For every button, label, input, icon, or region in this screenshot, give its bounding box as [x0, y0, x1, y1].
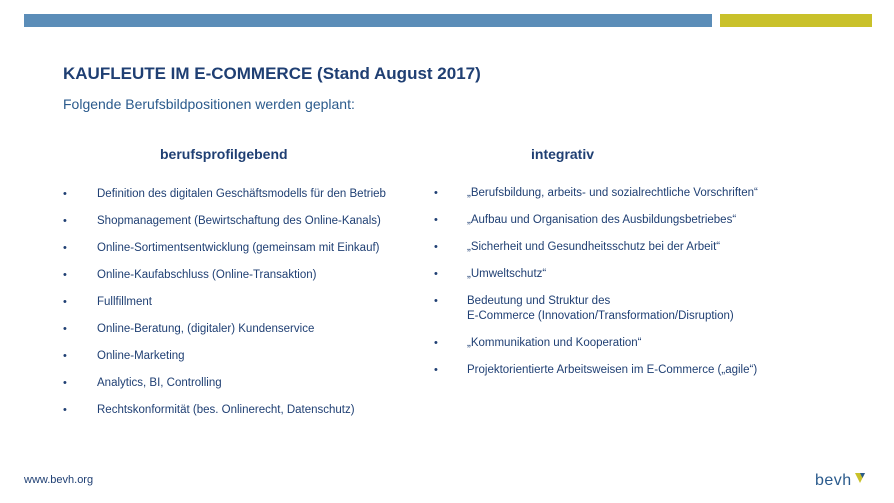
- bullet-icon: •: [434, 187, 438, 199]
- list-item-text: „Kommunikation und Kooperation“: [467, 337, 642, 349]
- list-item-text: Projektorientierte Arbeitsweisen im E-Commerce („agile“): [467, 364, 758, 376]
- list-item: [63, 187, 386, 202]
- list-item: [434, 294, 758, 324]
- bullet-icon: •: [63, 269, 67, 281]
- bullet-icon: •: [434, 364, 438, 376]
- list-item: [63, 295, 386, 310]
- list-item-text: Analytics, BI, Controlling: [97, 377, 222, 389]
- list-item-text: Online-Beratung, (digitaler) Kundenservice: [97, 323, 315, 335]
- slide-subtitle: Folgende Berufsbildpositionen werden geplant:: [63, 96, 355, 112]
- list-item-text: Online-Marketing: [97, 350, 185, 362]
- header-bar-yellow: [720, 14, 872, 27]
- list-item: [434, 240, 758, 255]
- list-item-text: Shopmanagement (Bewirtschaftung des Online-Kanals): [97, 215, 381, 227]
- bullet-icon: •: [63, 323, 67, 335]
- list-item-text: E-Commerce (Innovation/Transformation/Disruption): [467, 310, 734, 322]
- bullet-icon: •: [434, 268, 438, 280]
- list-item-text: Bedeutung und Struktur des: [467, 295, 611, 307]
- list-item: [434, 213, 758, 228]
- list-item-text: „Berufsbildung, arbeits- und sozialrechtliche Vorschriften“: [467, 187, 758, 199]
- list-item-text: „Umweltschutz“: [467, 268, 547, 280]
- bullet-icon: •: [434, 295, 438, 307]
- column-heading-right: integrativ: [531, 146, 595, 162]
- bullet-icon: •: [63, 377, 67, 389]
- footer-url: www.bevh.org: [24, 474, 94, 486]
- list-item-text: Definition des digitalen Geschäftsmodells für den Betrieb: [97, 188, 386, 200]
- bullet-icon: •: [63, 404, 67, 416]
- list-item-text: Fullfillment: [97, 296, 152, 308]
- list-item: [63, 376, 386, 391]
- bullet-icon: •: [63, 188, 67, 200]
- bullet-icon: •: [63, 215, 67, 227]
- list-item: [63, 322, 386, 337]
- list-item: [63, 268, 386, 283]
- list-item: [434, 363, 758, 378]
- column-heading-left: berufsprofilgebend: [160, 146, 288, 162]
- list-item-text: „Sicherheit und Gesundheitsschutz bei der Arbeit“: [467, 241, 721, 253]
- list-item: [434, 267, 758, 282]
- bullet-icon: •: [63, 242, 67, 254]
- list-item: [434, 336, 758, 351]
- bullet-icon: •: [63, 350, 67, 362]
- bullet-icon: •: [434, 214, 438, 226]
- bullet-icon: •: [434, 241, 438, 253]
- bevh-logo: [815, 471, 866, 491]
- right-bullet-list: [434, 186, 758, 390]
- list-item-text: Online-Kaufabschluss (Online-Transaktion): [97, 269, 317, 281]
- logo-text: bevh: [815, 472, 852, 489]
- list-item: [63, 403, 386, 418]
- list-item: [434, 186, 758, 201]
- header-bar-blue: [24, 14, 712, 27]
- list-item: [63, 349, 386, 364]
- bullet-icon: •: [63, 296, 67, 308]
- list-item-text: Rechtskonformität (bes. Onlinerecht, Datenschutz): [97, 404, 355, 416]
- slide-title: KAUFLEUTE IM E-COMMERCE (Stand August 2017): [63, 64, 481, 83]
- list-item: [63, 214, 386, 229]
- left-bullet-list: [63, 187, 386, 430]
- logo-mark-icon: [854, 472, 866, 484]
- bullet-icon: •: [434, 337, 438, 349]
- list-item: [63, 241, 386, 256]
- list-item-text: Online-Sortimentsentwicklung (gemeinsam mit Einkauf): [97, 242, 380, 254]
- list-item-text: „Aufbau und Organisation des Ausbildungsbetriebes“: [467, 214, 737, 226]
